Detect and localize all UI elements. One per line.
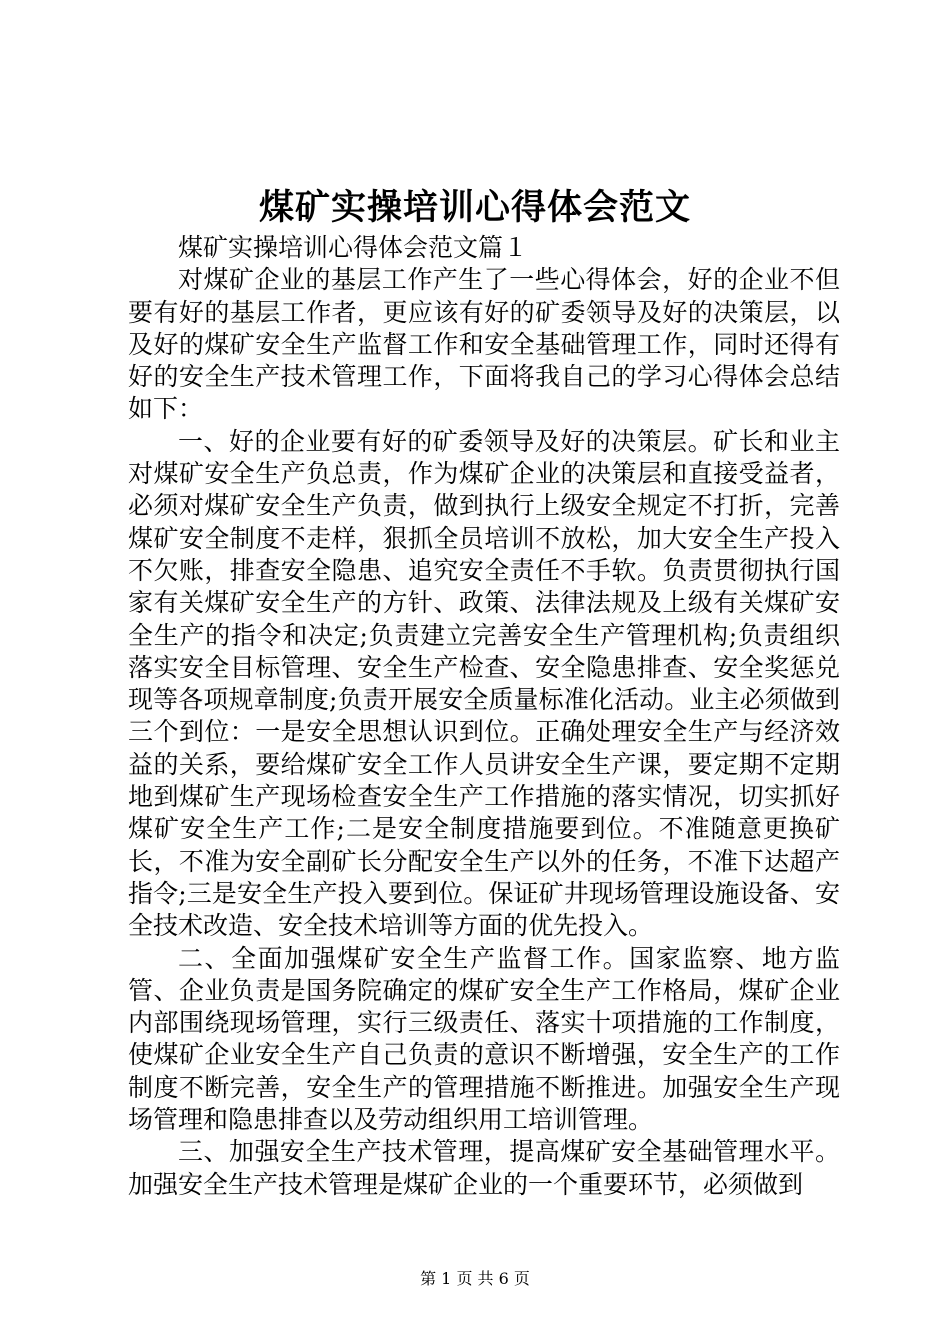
document-body — [128, 232, 840, 1201]
section-heading: 煤矿实操培训心得体会范文篇１ — [178, 233, 529, 262]
page-footer: 第 1 页 共 6 页 — [420, 1269, 530, 1288]
paragraph-intro: 对煤矿企业的基层工作产生了一些心得体会，好的企业不但要有好的基层工作者，更应该有好的矿委领导及好的决策层，以及好的煤矿安全生产监督工作和安全基础管理工作，同时还得有好的安全生产技术管理工作，下面将我自己的学习心得体会总结如下： — [128, 265, 840, 424]
paragraph-section-2: 二、全面加强煤矿安全生产监督工作。国家监察、地方监管、企业负责是国务院确定的煤矿安全生产工作格局，煤矿企业内部围绕现场管理，实行三级责任、落实十项措施的工作制度，使煤矿企业安全生产自己负责的意识不断增强，安全生产的工作制度不断完善，安全生产的管理措施不断推进。加强安全生产现场管理和隐患排查以及劳动组织用工培训管理。 — [128, 943, 840, 1135]
paragraph-section-3: 三、加强安全生产技术管理，提高煤矿安全基础管理水平。加强安全生产技术管理是煤矿企业的一个重要环节，必须做到 — [128, 1137, 840, 1199]
document-title: 煤矿实操培训心得体会范文 — [258, 187, 691, 228]
paragraph-section-1: 一、好的企业要有好的矿委领导及好的决策层。矿长和业主对煤矿安全生产负总责，作为煤矿企业的决策层和直接受益者，必须对煤矿安全生产负责，做到执行上级安全规定不打折，完善煤矿安全制度不走样，狠抓全员培训不放松，加大安全生产投入不欠账，排查安全隐患、追究安全责任不手软。负责贯彻执行国家有关煤矿安全生产的方针、政策、法律法规及上级有关煤矿安全生产的指令和决定;负责建立完善安全生产管理机构;负责组织落实安全目标管理、安全生产检查、安全隐患排查、安全奖惩兑现等各项规章制度;负责开展安全质量标准化活动。业主必须做到三个到位：一是安全思想认识到位。正确处理安全生产与经济效益的关系，要给煤矿安全工作人员讲安全生产课，要定期不定期地到煤矿生产现场检查安全生产工作措施的落实情况，切实抓好煤矿安全生产工作;二是安全制度措施要到位。不准随意更换矿长，不准为安全副矿长分配安全生产以外的任务，不准下达超产指令;三是安全生产投入要到位。保证矿井现场管理设施设备、安全技术改造、安全技术培训等方面的优先投入。 — [128, 426, 840, 941]
